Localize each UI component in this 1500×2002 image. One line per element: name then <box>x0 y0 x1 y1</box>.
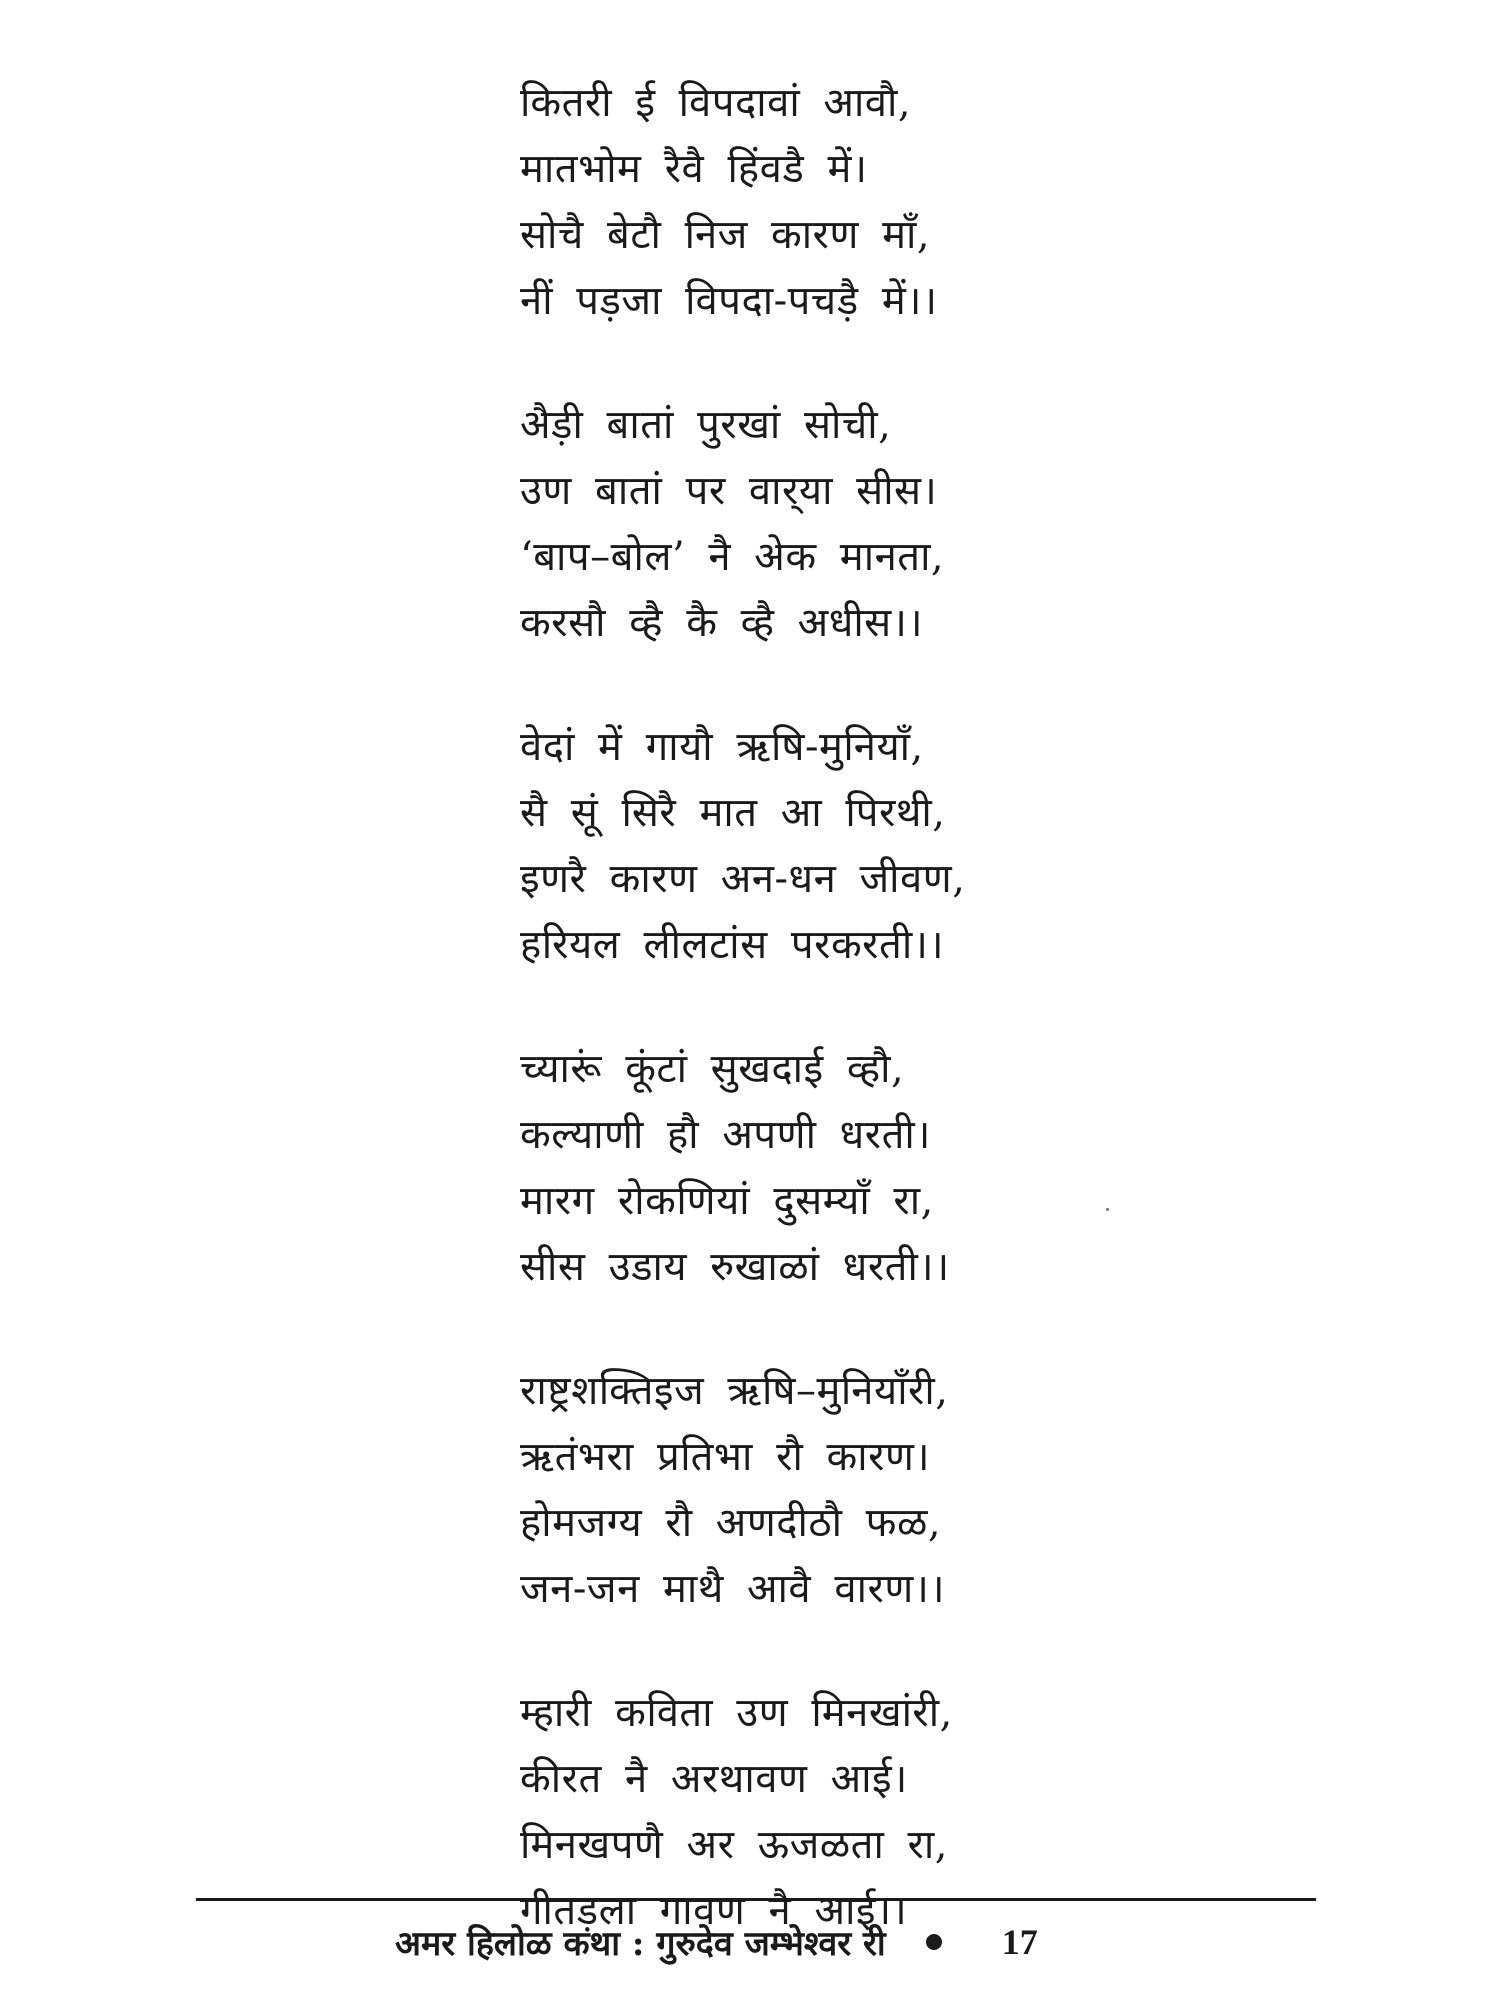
poem-line: राष्ट्रशक्तिइज ऋषि–मुनियाँरी, <box>520 1368 949 1414</box>
stanza-6 <box>520 1680 990 1944</box>
poem-line: नीं पड़जा विपदा-पचड़ै में।। <box>520 278 938 324</box>
scan-speck <box>1106 1208 1109 1211</box>
poem-line: ऋतंभरा प्रतिभा रौ कारण। <box>520 1434 931 1480</box>
page-number: 17 <box>1001 1922 1038 1962</box>
stanza-5 <box>520 1358 990 1622</box>
poem-line: सोचै बेटौ निज कारण माँ, <box>520 212 931 258</box>
poem-line: च्यारूं कूंटां सुखदाई व्हौ, <box>520 1046 905 1092</box>
poem-line: सीस उडाय रुखाळां धरती।। <box>520 1244 950 1290</box>
poem-line: होमजग्य रौ अणदीठौ फळ, <box>520 1500 942 1546</box>
poem-line: इणरै कारण अन-धन जीवण, <box>520 856 966 902</box>
poem-line: सै सूं सिरै मात आ पिरथी, <box>520 790 946 836</box>
poem-line: जन-जन माथै आवै वारण।। <box>520 1566 946 1612</box>
poem-line: हरियल लीलटांस परकरती।। <box>520 922 945 968</box>
stanza-1 <box>520 70 990 334</box>
stanza-3 <box>520 714 990 978</box>
bullet-dot-icon <box>926 1934 942 1950</box>
page-footer <box>395 1912 1155 1972</box>
poem-line: कितरी ई विपदावां आवौ, <box>520 80 912 126</box>
poem-line: कल्याणी हौ अपणी धरती। <box>520 1112 931 1158</box>
poem-line: मारग रोकणियां दुसम्याँ रा, <box>520 1178 934 1224</box>
poem-line: वेदां में गायौ ऋषि-मुनियाँ, <box>520 724 924 770</box>
poem-line: करसौ व्है कै व्है अधीस।। <box>520 600 924 646</box>
stanza-4 <box>520 1036 990 1300</box>
stanza-2 <box>520 392 990 656</box>
footer-book-title: अमर हिलोळ कथा : गुरुदेव जम्भेश्वर री <box>395 1924 886 1964</box>
poem-line: ‘बाप–बोल’ नै अेक मानता, <box>520 534 945 580</box>
poem-line: अैड़ी बातां पुरखां सोची, <box>520 402 892 448</box>
poem-line: मिनखपणै अर ऊजळता रा, <box>520 1822 948 1868</box>
poem-line: कीरत नै अरथावण आई। <box>520 1756 908 1802</box>
poem-line: मातभोम रैवै हिंवडै में। <box>520 146 868 192</box>
poem-body <box>520 70 990 2002</box>
footer-rule <box>196 1898 1316 1901</box>
poem-line: गीतड़ला गावण नै आई।। <box>520 1888 908 1934</box>
poem-line: उण बातां पर वार्‌या सीस। <box>520 468 938 514</box>
poem-line: म्हारी कविता उण मिनखांरी, <box>520 1690 953 1736</box>
